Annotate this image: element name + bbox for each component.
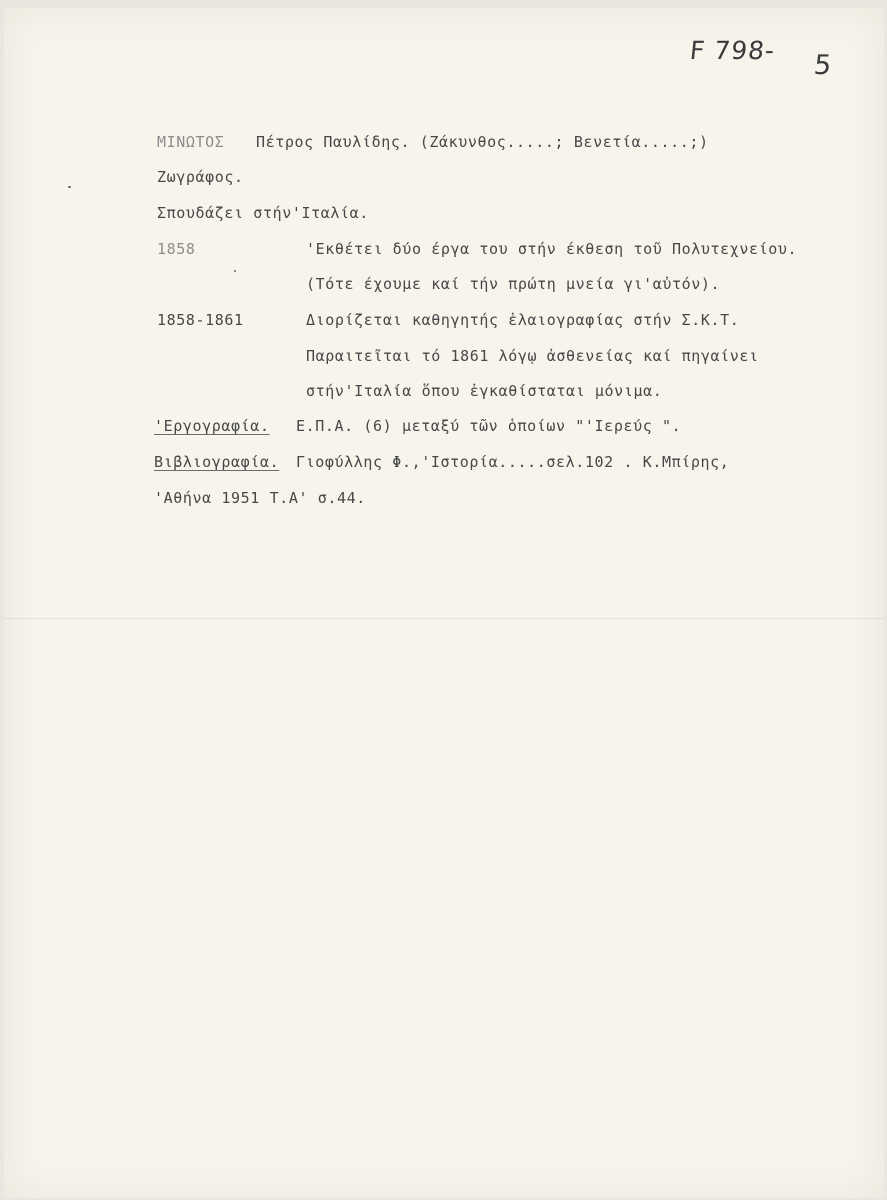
fold-line — [4, 618, 884, 619]
page-number-annotation: 5 — [812, 50, 834, 81]
file-code-annotation: F 798- — [688, 36, 777, 65]
ink-speck — [68, 186, 71, 188]
entry-line: (Τότε έχουμε καί τήν πρώτη μνεία γι'αὐτόν). — [306, 275, 721, 293]
studies-line: Σπουδάζει στήν'Ιταλία. — [157, 204, 369, 222]
works-text: Ε.Π.Α. (6) μεταξύ τῶν ὁποίων "'Ιερεύς ". — [296, 417, 682, 435]
ink-speck — [234, 270, 236, 272]
bibliography-continuation: 'Αθήνα 1951 Τ.Α' σ.44. — [154, 489, 366, 507]
works-label: 'Εργογραφία. — [154, 417, 270, 435]
entry-line: 'Εκθέτει δύο έργα του στήν έκθεση τοῦ Πολυτεχνείου. — [306, 240, 798, 258]
entry-year: 1858 — [157, 240, 196, 258]
entry-line: Διορίζεται καθηγητής ἐλαιογραφίας στήν Σ.Κ.Τ. — [306, 311, 740, 329]
subject-name-origin: Πέτρος Παυλίδης. (Ζάκυνθος.....; Βενετία.....;) — [256, 133, 709, 151]
subject-surname: ΜΙΝΩΤΟΣ — [157, 133, 225, 151]
entry-line: στήν'Ιταλία ὅπου ἐγκαθίσταται μόνιμα. — [306, 382, 663, 400]
entry-line: Παραιτεῖται τό 1861 λόγῳ ἀσθενείας καί πηγαίνει — [306, 347, 759, 365]
profession-line: Ζωγράφος. — [157, 168, 244, 186]
bibliography-label: Βιβλιογραφία. — [154, 453, 280, 471]
document-page — [4, 8, 884, 1198]
bibliography-text: Γιοφύλλης Φ.,'Ιστορία.....σελ.102 . Κ.Μπίρης, — [296, 453, 730, 471]
entry-year: 1858-1861 — [157, 311, 244, 329]
